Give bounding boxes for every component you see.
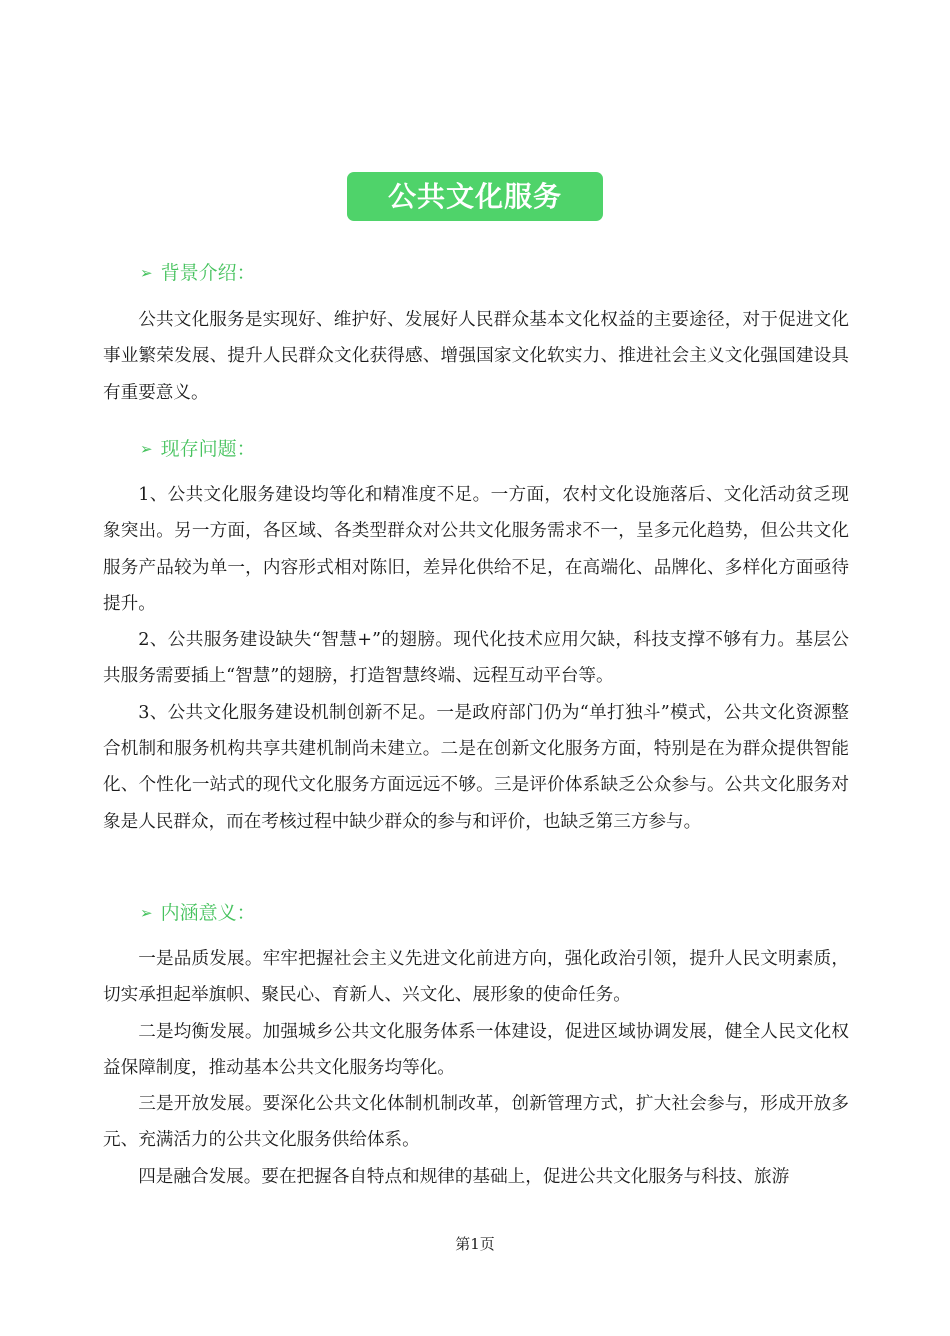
arrow-right-icon: ➢ — [140, 440, 153, 458]
section-heading-label: 现存问题： — [160, 438, 256, 460]
section-heading-label: 背景介绍： — [160, 262, 256, 284]
paragraph: 1、公共文化服务建设均等化和精准度不足。一方面，农村文化设施落后、文化活动贫乏现象突出。另一方面，各区域、各类型群众对公共文化服务需求不一，呈多元化趋势，但公共文化服务产品较为单一，内容形式相对陈旧，差异化供给不足，在高端化、品牌化、多样化方面亟待提升。 — [103, 485, 849, 614]
page-number: 第1页 — [455, 1235, 495, 1253]
section-heading-label: 内涵意义： — [160, 902, 256, 924]
section-body-background — [103, 302, 849, 411]
section-heading-problems — [140, 434, 256, 464]
paragraph: 二是均衡发展。加强城乡公共文化服务体系一体建设，促进区域协调发展，健全人民文化权益保障制度，推动基本公共文化服务均等化。 — [103, 1021, 849, 1078]
arrow-right-icon: ➢ — [140, 264, 153, 282]
section-heading-meaning — [140, 898, 256, 928]
page-title: 公共文化服务 — [347, 172, 603, 221]
section-heading-background — [140, 258, 256, 288]
arrow-right-icon: ➢ — [140, 904, 153, 922]
section-body-problems — [103, 477, 849, 840]
paragraph: 公共文化服务是实现好、维护好、发展好人民群众基本文化权益的主要途径，对于促进文化事业繁荣发展、提升人民群众文化获得感、增强国家文化软实力、推进社会主义文化强国建设具有重要意义。 — [103, 310, 849, 403]
paragraph: 三是开放发展。要深化公共文化体制机制改革，创新管理方式，扩大社会参与，形成开放多元、充满活力的公共文化服务供给体系。 — [103, 1094, 849, 1151]
paragraph: 2、公共服务建设缺失“智慧+”的翅膀。现代化技术应用欠缺，科技支撑不够有力。基层公共服务需要插上“智慧”的翅膀，打造智慧终端、远程互动平台等。 — [103, 630, 849, 687]
section-body-meaning — [103, 941, 849, 1195]
paragraph: 3、公共文化服务建设机制创新不足。一是政府部门仍为“单打独斗”模式，公共文化资源整合机制和服务机构共享共建机制尚未建立。二是在创新文化服务方面，特别是在为群众提供智能化、个性化一站式的现代文化服务方面远远不够。三是评价体系缺乏公众参与。公共文化服务对象是人民群众，而在考核过程中缺少群众的参与和评价，也缺乏第三方参与。 — [103, 702, 849, 832]
paragraph: 四是融合发展。要在把握各自特点和规律的基础上，促进公共文化服务与科技、旅游 — [138, 1166, 790, 1187]
paragraph: 一是品质发展。牢牢把握社会主义先进文化前进方向，强化政治引领，提升人民文明素质，切实承担起举旗帜、聚民心、育新人、兴文化、展形象的使命任务。 — [103, 949, 849, 1006]
